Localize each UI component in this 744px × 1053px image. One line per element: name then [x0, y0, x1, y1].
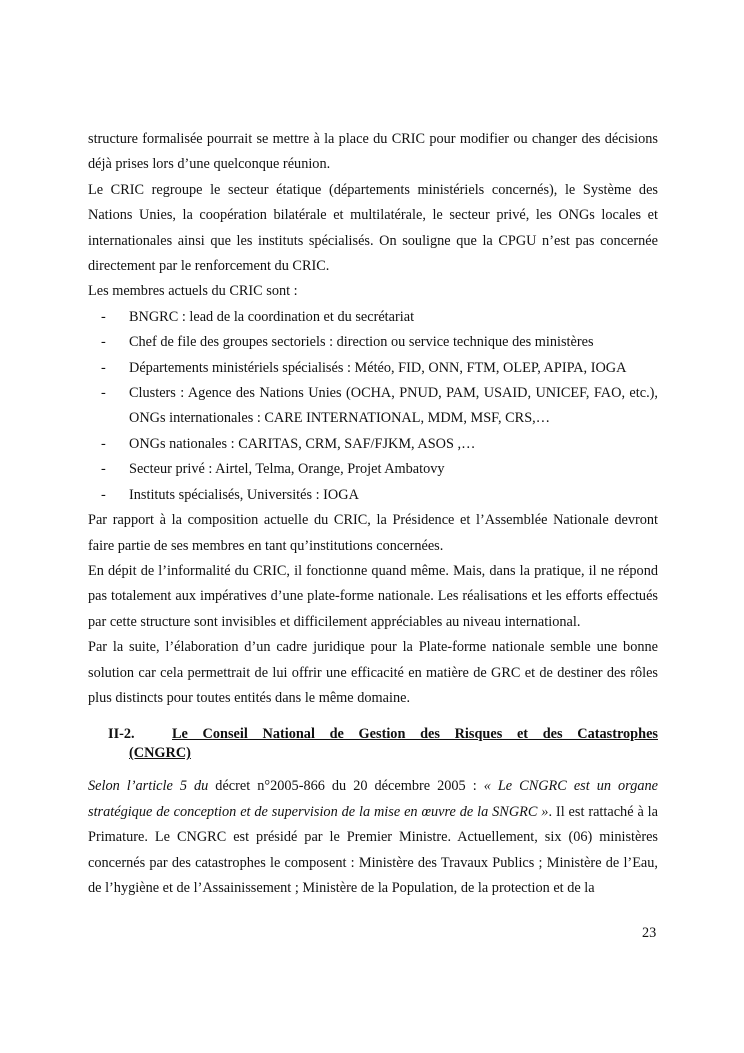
list-item: - Départements ministériels spécialisés : Météo, FID, ONN, FTM, OLEP, APIPA, IOGA	[88, 356, 658, 381]
list-dash: -	[101, 461, 106, 478]
paragraph-4: Par rapport à la composition actuelle du CRIC, la Présidence et l’Assemblée Nationale devront faire partie de ses membres en tant qu’institutions concernées.	[88, 512, 658, 554]
list-item: - Chef de file des groupes sectoriels : direction ou service technique des ministères	[88, 330, 658, 355]
page-number: 23	[642, 925, 657, 941]
list-item: - Secteur privé : Airtel, Telma, Orange, Projet Ambatovy	[88, 457, 658, 482]
list-dash: -	[101, 359, 106, 376]
list-dash: -	[101, 334, 106, 351]
paragraph-1: structure formalisée pourrait se mettre à la place du CRIC pour modifier ou changer des décisions déjà prises lors d’une quelconque réunion.	[88, 131, 658, 173]
paragraph-2: Le CRIC regroupe le secteur étatique (départements ministériels concernés), le Système des Nations Unies, la coopération bilatérale et multilatérale, le secteur privé, les ONGs locales et internationales ainsi que les instituts spécialisés. On souligne que la CPGU n’est pas concernée directement par le renforcement du CRIC.	[88, 181, 658, 275]
paragraph-3: Les membres actuels du CRIC sont :	[88, 283, 298, 300]
list-item: - ONGs nationales : CARITAS, CRM, SAF/FJKM, ASOS ,…	[88, 432, 658, 457]
list-dash: -	[101, 385, 106, 402]
list-dash: -	[101, 308, 106, 325]
list-dash: -	[101, 486, 106, 503]
paragraph-7-rest: . Il est rattaché à la Primature. Le CNGRC est présidé par le Premier Ministre. Actuellement, six (06) ministères concernés par des catastrophes le composent : Ministère des Travaux Publics ; Ministère de l’Eau, de l’hygiène et de l’Assainissement ; Ministère de la Population, de la protection et de la	[88, 803, 658, 896]
section-heading	[88, 725, 658, 763]
list-item: - BNGRC : lead de la coordination et du secrétariat	[88, 305, 658, 330]
decree-reference: décret n°2005-866 du 20 décembre 2005 :	[208, 778, 484, 795]
members-list	[88, 305, 658, 508]
list-item: - Clusters : Agence des Nations Unies (OCHA, PNUD, PAM, USAID, UNICEF, FAO, etc.), ONGs internationales : CARE INTERNATIONAL, MDM, MSF, CRS,…	[88, 381, 658, 432]
article-reference: Selon l’article 5 du	[88, 778, 209, 795]
paragraph-7	[88, 774, 658, 901]
paragraph-5: En dépit de l’informalité du CRIC, il fonctionne quand même. Mais, dans la pratique, il ne répond pas totalement aux impératives d’une plate-forme nationale. Les réalisations et les efforts effectués par cette structure sont invisibles et difficilement appréciables au niveau international.	[88, 562, 658, 630]
paragraph-6: Par la suite, l’élaboration d’un cadre juridique pour la Plate-forme nationale semble une bonne solution car cela permettrait de lui offrir une efficacité en matière de GRC et de destiner des rôles plus distincts pour toutes entités dans le même domaine.	[88, 639, 658, 706]
list-item: - Instituts spécialisés, Universités : IOGA	[88, 483, 658, 508]
section-number: II-2.	[108, 726, 135, 743]
list-dash: -	[101, 435, 106, 452]
decree-quote: « Le CNGRC est un organe stratégique de conception et de supervision de la mise en œuvre de la SNGRC »	[88, 778, 658, 820]
section-title-line1: Le Conseil National de Gestion des Risques et des Catastrophes	[172, 726, 658, 743]
section-title-line2: (CNGRC)	[129, 745, 191, 762]
document-body	[88, 127, 658, 901]
